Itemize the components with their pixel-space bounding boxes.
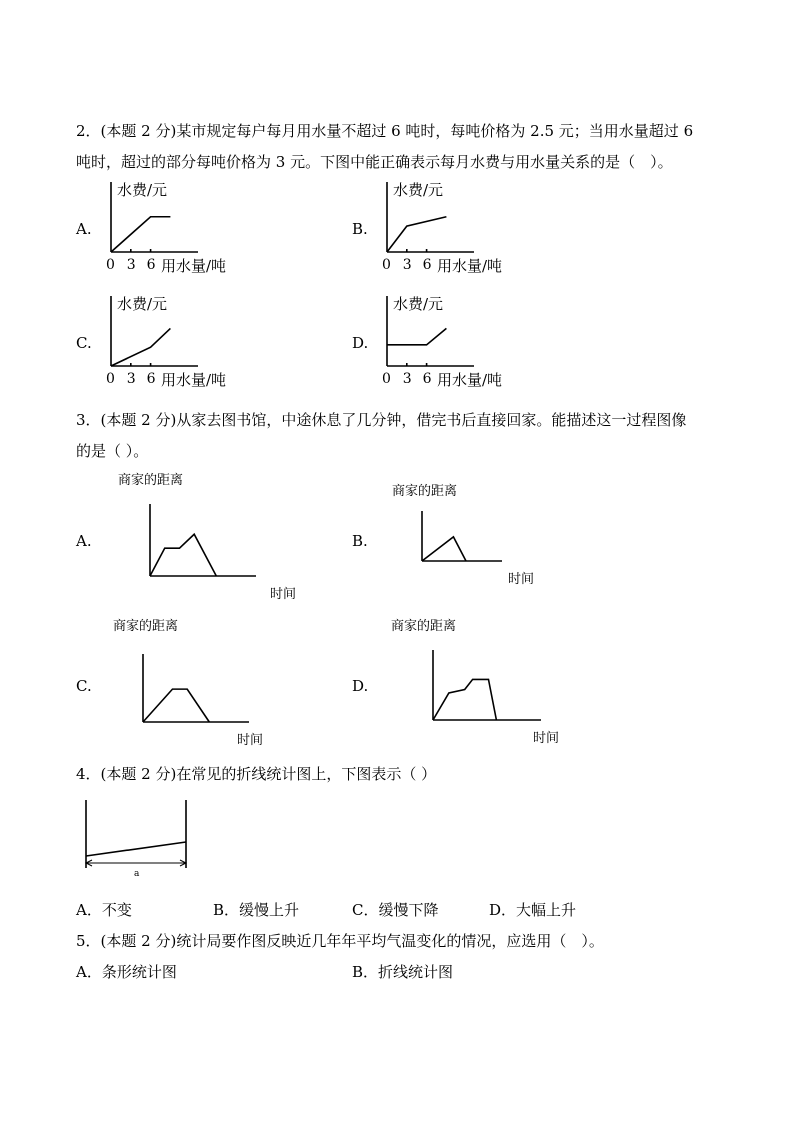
x-tick-label: 3: [402, 257, 412, 273]
x-tick-label: 0: [106, 257, 115, 273]
y-axis-label: 水费/元: [393, 181, 444, 199]
x-axis-label: 时间: [508, 572, 535, 587]
q3-option-b-label[interactable]: B.: [352, 532, 368, 550]
x-axis-label: 用水量/吨: [437, 257, 503, 275]
q5-option-a[interactable]: A．条形统计图: [76, 963, 177, 981]
x-tick-label: 6: [146, 257, 156, 273]
q4-option-c[interactable]: C．缓慢下降: [352, 901, 439, 919]
x-axis-label: 用水量/吨: [437, 371, 503, 389]
x-axis-label: 用水量/吨: [161, 371, 227, 389]
q4-span-label: a: [134, 869, 140, 879]
x-tick-label: 0: [382, 371, 391, 387]
y-axis-label: 商家的距离: [391, 619, 457, 634]
y-axis-label: 商家的距离: [113, 619, 179, 634]
y-axis-label: 水费/元: [393, 295, 444, 313]
x-tick-label: 3: [402, 371, 412, 387]
q3-option-a-label[interactable]: A.: [76, 532, 92, 550]
x-tick-label: 3: [126, 257, 136, 273]
x-axis-label: 时间: [237, 733, 264, 748]
q3-option-d-label[interactable]: D.: [352, 677, 369, 695]
x-axis-label: 用水量/吨: [161, 257, 227, 275]
x-tick-label: 0: [382, 257, 391, 273]
x-tick-label: 6: [422, 371, 432, 387]
q4-stem: 4．(本题 2 分)在常见的折线统计图上，下图表示（ ）: [76, 765, 437, 783]
x-tick-label: 6: [422, 257, 432, 273]
q4-trend-line: [86, 842, 186, 856]
q2-option-c-label[interactable]: C.: [76, 334, 92, 352]
q2-stem-line1: 2．(本题 2 分)某市规定每户每月用水量不超过 6 吨时，每吨价格为 2.5 元；当用水量超过 6: [76, 122, 694, 140]
q2-stem-line2: 吨时，超过的部分每吨价格为 3 元。下图中能正确表示每月水费与用水量关系的是（ ）。: [76, 153, 673, 171]
y-axis-label: 水费/元: [117, 181, 168, 199]
x-tick-label: 6: [146, 371, 156, 387]
q2-option-d-label[interactable]: D.: [352, 334, 369, 352]
q5-stem: 5．(本题 2 分)统计局要作图反映近几年年平均气温变化的情况，应选用（ ）。: [76, 932, 604, 950]
y-axis-label: 水费/元: [117, 295, 168, 313]
y-axis-label: 商家的距离: [118, 473, 184, 488]
q4-trend-diagram: [80, 796, 195, 878]
q4-option-a[interactable]: A．不变: [76, 901, 132, 919]
distance-line: [433, 679, 496, 720]
q3-option-c-label[interactable]: C.: [76, 677, 92, 695]
q2-option-a-label[interactable]: A.: [76, 220, 92, 238]
q3-stem-line2: 的是（ ）。: [76, 442, 149, 460]
x-axis-label: 时间: [270, 587, 297, 602]
q4-option-b[interactable]: B．缓慢上升: [213, 901, 300, 919]
q4-option-d[interactable]: D．大幅上升: [489, 901, 577, 919]
q5-option-b[interactable]: B．折线统计图: [352, 963, 454, 981]
y-axis-label: 商家的距离: [392, 484, 458, 499]
q3-stem-line1: 3．(本题 2 分)从家去图书馆，中途休息了几分钟，借完书后直接回家。能描述这一过程图像: [76, 411, 687, 429]
x-axis-label: 时间: [533, 731, 560, 746]
x-tick-label: 0: [106, 371, 115, 387]
q2-option-b-label[interactable]: B.: [352, 220, 368, 238]
x-tick-label: 3: [126, 371, 136, 387]
